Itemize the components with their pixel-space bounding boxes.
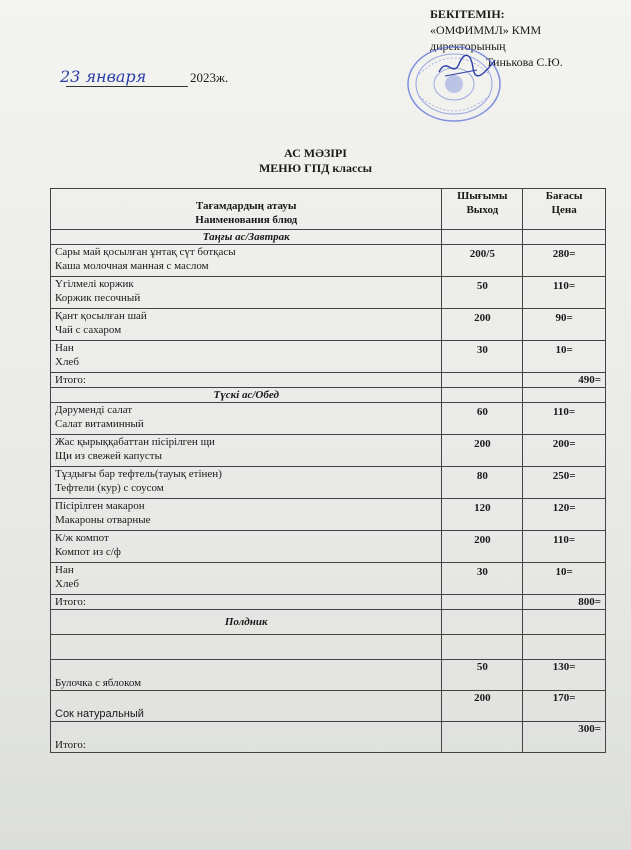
section-title: Түскі ас/Обед [51,388,442,403]
table-header-row [51,189,606,230]
table-row: Қант қосылған шай Чай с сахаром 200 90= [51,309,606,341]
lunch-total-row: Итого: 800= [51,595,606,610]
handwritten-date: 23 января [60,67,147,86]
header-name: Тағамдардың атауы Наименования блюд [51,189,442,230]
menu-title-ru: МЕНЮ ГПД классы [258,161,373,175]
section-breakfast [51,230,606,245]
table-row: Сок натуральный 200 170= [51,691,606,722]
table-row-spacer [51,635,606,660]
approval-director-name: Тинькова С.Ю. [486,55,563,69]
approval-organization: «ОМФИММЛ» КММ [430,23,542,37]
menu-title-kk: АС МӘЗІРІ [284,146,347,160]
table-row: Пісірілген макарон Макароны отварные 120 120= [51,499,606,531]
section-lunch [51,388,606,403]
table-row: Нан Хлеб 30 10= [51,341,606,373]
menu-table [50,188,606,753]
header-price: Бағасы Цена [523,189,606,230]
section-title: Полдник [51,610,442,635]
table-row: Сары май қосылған ұнтақ сүт ботқасы Каша молочная манная с маслом 200/5 280= [51,245,606,277]
signature-icon [437,50,497,80]
table-row: Дәруменді салат Салат витаминный 60 110= [51,403,606,435]
table-row: Булочка с яблоком 50 130= [51,660,606,691]
table-row: Үгілмелі коржик Коржик песочный 50 110= [51,277,606,309]
table-row: Нан Хлеб 30 10= [51,563,606,595]
table-row: К/ж компот Компот из с/ф 200 110= [51,531,606,563]
breakfast-total-row: Итого: 490= [51,373,606,388]
approval-position: директорының [430,39,506,53]
header-output: Шығымы Выход [442,189,523,230]
table-row: Тұздығы бар тефтель(тауық етінен) Тефтели (кур) с соусом 80 250= [51,467,606,499]
section-snack [51,610,606,635]
table-row: Жас қырыққабаттан пісірілген щи Щи из свежей капусты 200 200= [51,435,606,467]
date-year: 2023ж. [190,70,229,85]
section-title: Таңғы ас/Завтрак [51,230,442,245]
snack-total-row: Итого: 300= [51,722,606,753]
document-date [60,67,229,87]
approval-heading: БЕКІТЕМІН: [430,7,505,21]
